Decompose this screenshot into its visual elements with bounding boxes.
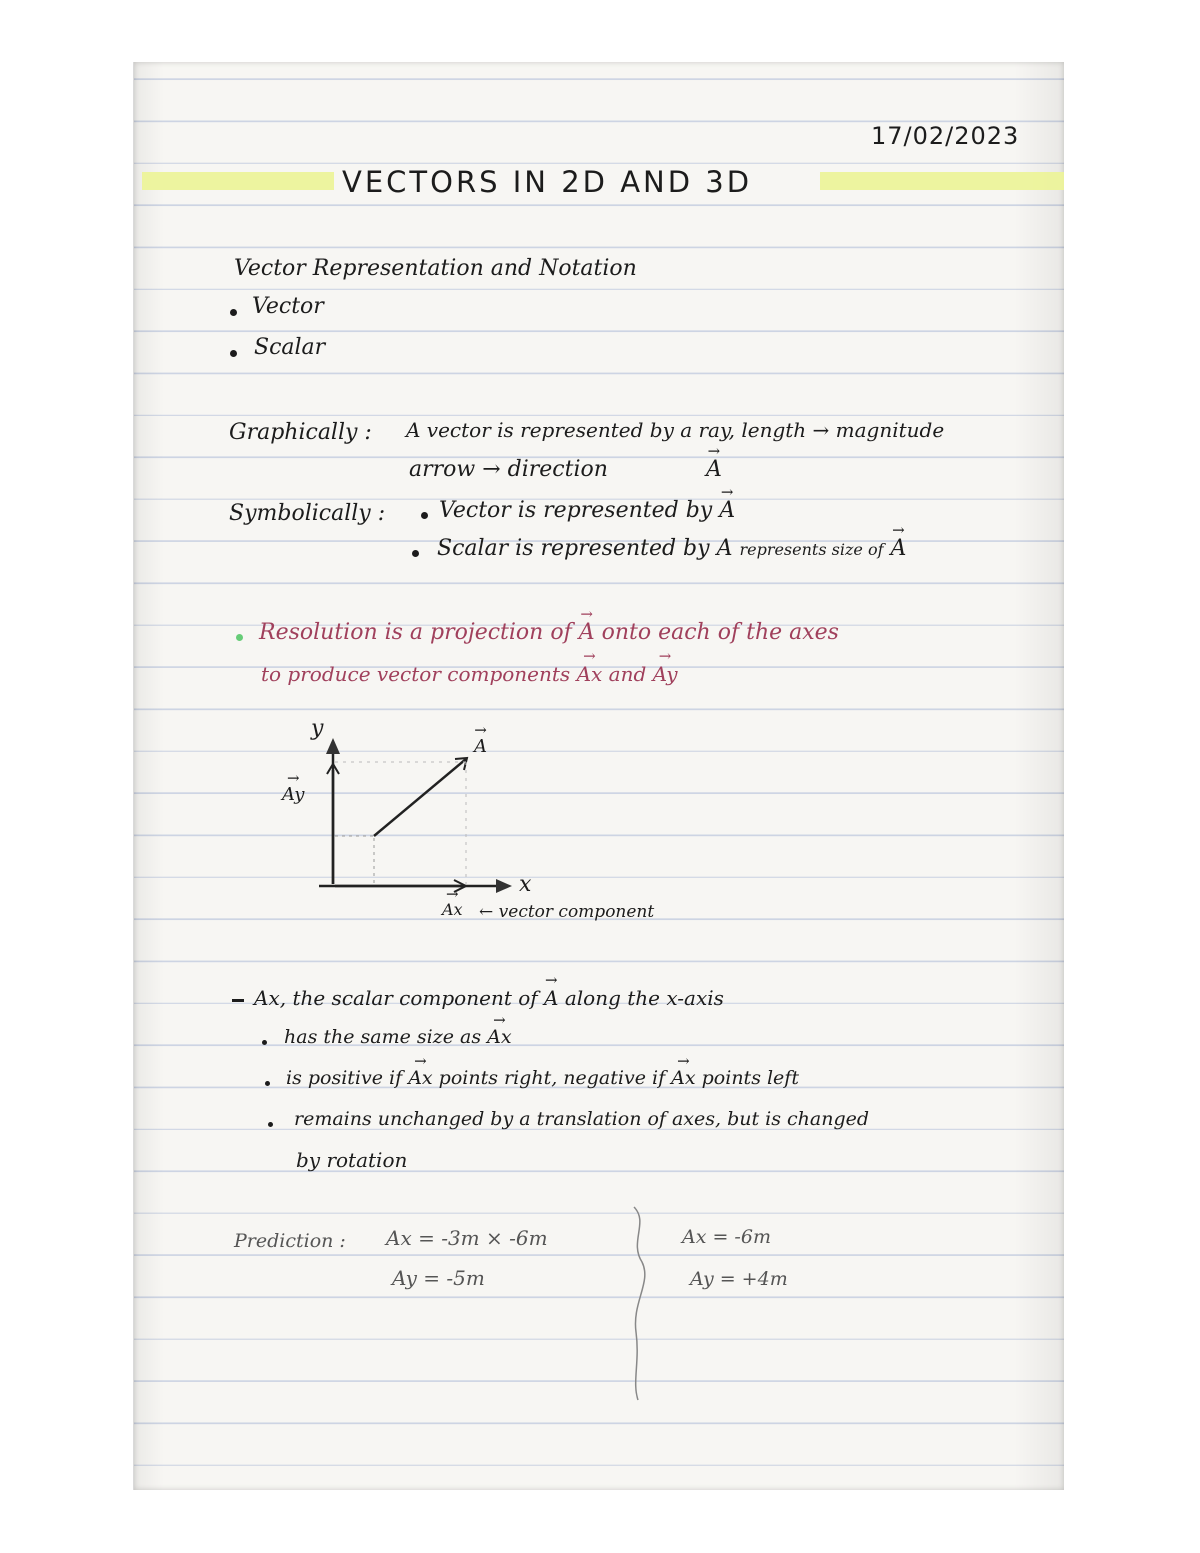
graphically-label: Graphically : (229, 420, 372, 445)
scalar-point-2-end: points left (701, 1067, 799, 1089)
component-note: ← vector component (479, 902, 655, 922)
bullet-point-2 (265, 1081, 270, 1086)
vector-ax-symbol: → Ax (487, 1028, 511, 1047)
graphically-line1-text: A vector is represented by a ray, length (406, 418, 807, 442)
bullet-point-3 (268, 1122, 273, 1127)
arrow-icon: → (812, 418, 830, 442)
scalar-point-2-mid: points right, negative if (438, 1067, 666, 1089)
prediction-ay: Ay = -5m (392, 1266, 485, 1290)
scalar-point-2 (286, 1069, 799, 1088)
vector-ax-symbol: → Ax (577, 664, 603, 684)
page-title: VECTORS IN 2D AND 3D (342, 165, 753, 199)
resolution-diagram (134, 62, 1064, 962)
scalar-point-1 (284, 1028, 512, 1047)
vector-a-line (374, 759, 466, 836)
symbolically-item1-text: Vector is represented by (439, 498, 713, 523)
vector-ax-symbol: → Ax (671, 1069, 695, 1088)
vector-ay-symbol: → Ay (653, 664, 678, 684)
prediction-result-ax: Ax = -6m (682, 1226, 771, 1248)
brace-path (634, 1207, 645, 1400)
type-vector: Vector (252, 294, 324, 319)
scalar-heading-end: along the x-axis (564, 986, 724, 1010)
scalar-heading-text: Ax, the scalar component of (254, 986, 538, 1010)
scalar-point-1-text: has the same size as (284, 1026, 482, 1048)
scalar-component-heading (254, 988, 724, 1008)
resolution-line1-text: Resolution is a projection of (259, 620, 572, 645)
date: 17/02/2023 (871, 122, 1020, 150)
graphically-line1-end: magnitude (835, 418, 945, 442)
scalar-point-2-text: is positive if (286, 1067, 403, 1089)
dash-bullet (232, 999, 244, 1002)
vector-a-symbol: → A (706, 459, 722, 481)
ay-label (282, 786, 304, 804)
ax-label (442, 902, 463, 918)
resolution-line1-end: onto each of the axes (601, 620, 839, 645)
y-axis-label: y (311, 716, 324, 741)
vector-a-symbol: → A (719, 500, 735, 522)
vector-a-symbol: → A (579, 622, 595, 644)
scalar-point-3: remains unchanged by a translation of axes, but is changed (294, 1108, 870, 1130)
section-heading: Vector Representation and Notation (234, 256, 637, 281)
vector-a-symbol: → A (891, 538, 907, 560)
vector-ax-symbol: → Ax (408, 1069, 432, 1088)
x-axis-label: x (519, 872, 532, 897)
prediction-label: Prediction : (234, 1230, 346, 1252)
vector-ax-symbol: → Ax (442, 902, 463, 918)
symbolically-item2-text: Scalar is represented by A (437, 536, 733, 561)
bullet-point-1 (262, 1040, 267, 1045)
x-axis-arrowhead (496, 879, 512, 893)
vector-a-symbol: → A (544, 988, 558, 1008)
resolution-line2-and: and (608, 662, 647, 686)
notebook-page (133, 62, 1064, 1490)
scalar-point-3-cont: by rotation (296, 1148, 408, 1172)
symbolically-label: Symbolically : (229, 501, 386, 526)
prediction-ax: Ax = -3m × -6m (386, 1226, 548, 1250)
vector-a-label (474, 738, 487, 756)
symbolically-item2-note: represents size of (739, 540, 884, 559)
graphically-line2-text: arrow → direction (409, 457, 608, 482)
type-scalar: Scalar (254, 335, 326, 360)
brace-divider (624, 1202, 664, 1402)
y-axis-arrowhead (326, 738, 340, 754)
prediction-result-ay: Ay = +4m (690, 1268, 788, 1290)
vector-a-symbol: → A (474, 738, 487, 756)
resolution-line2-text: to produce vector components (261, 662, 571, 686)
vector-ay-symbol: → Ay (282, 786, 304, 804)
